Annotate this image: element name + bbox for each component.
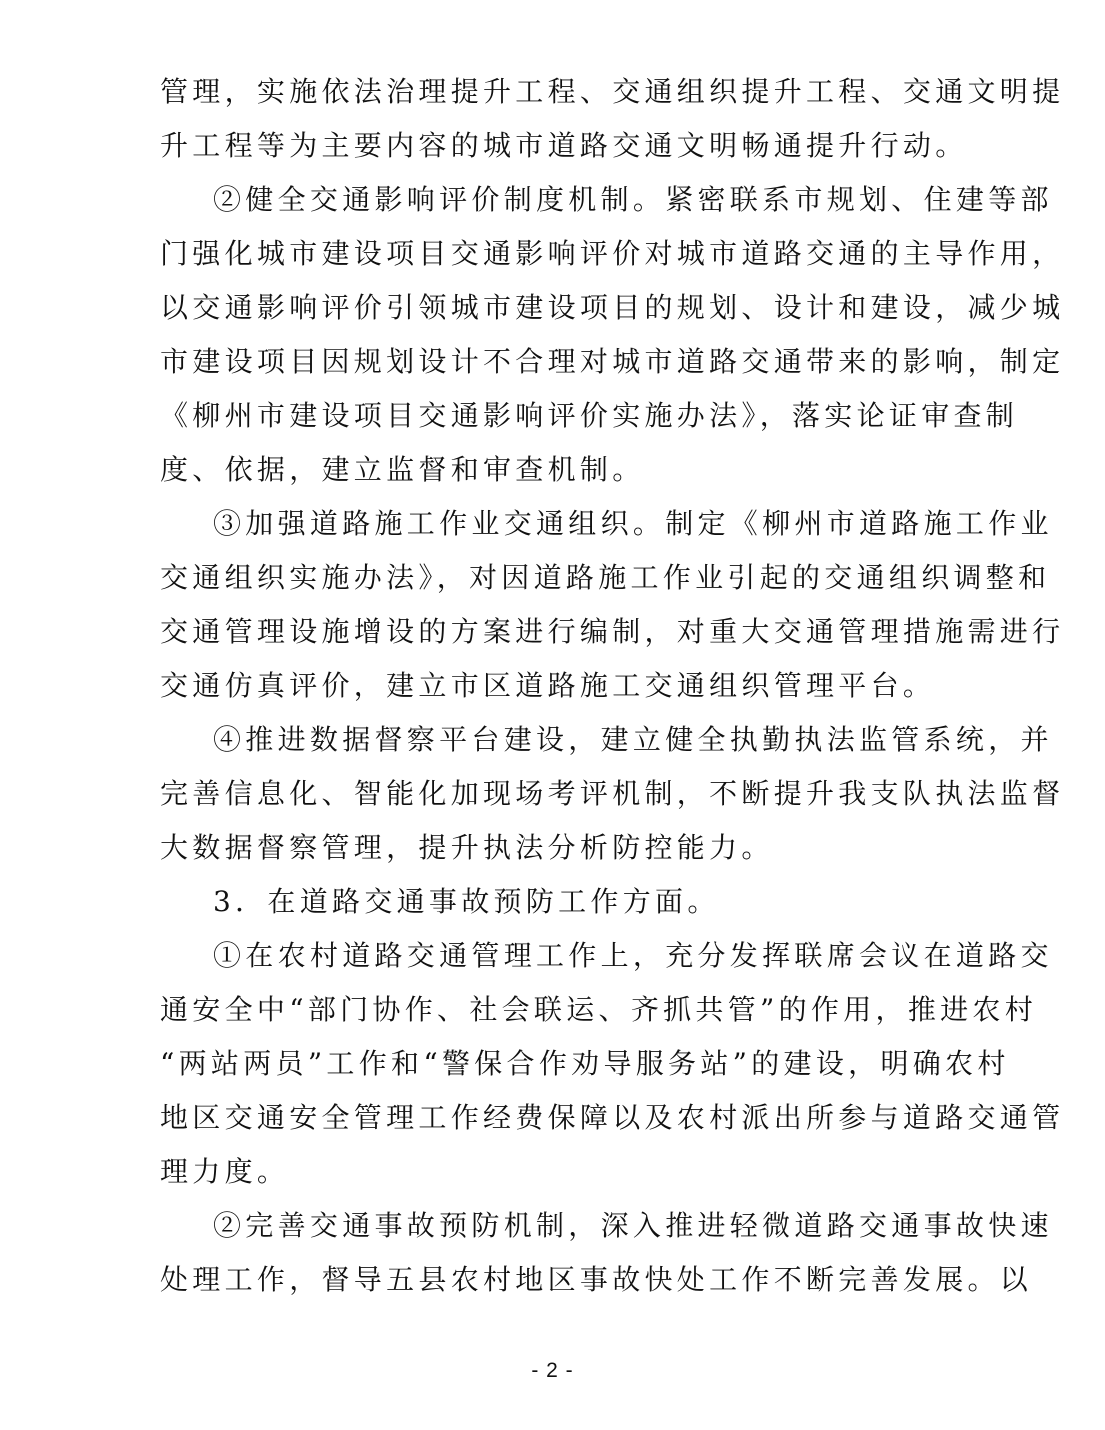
text-line: 度、依据，建立监督和审查机制。 — [160, 453, 645, 486]
text-line: 门强化城市建设项目交通影响评价对城市道路交通的主导作用， — [160, 237, 1065, 270]
paragraph-start-line: ②健全交通影响评价制度机制。紧密联系市规划、住建等部 — [213, 183, 1053, 216]
text-line: 管理，实施依法治理提升工程、交通组织提升工程、交通文明提 — [160, 75, 1065, 108]
paragraph-start-line: ②完善交通事故预防机制，深入推进轻微道路交通事故快速 — [213, 1209, 1053, 1242]
text-line: 升工程等为主要内容的城市道路交通文明畅通提升行动。 — [160, 129, 968, 162]
text-line: 地区交通安全管理工作经费保障以及农村派出所参与道路交通管 — [160, 1101, 1065, 1134]
text-line: “两站两员”工作和“警保合作劝导服务站”的建设，明确农村 — [160, 1047, 1010, 1080]
text-line: 市建设项目因规划设计不合理对城市道路交通带来的影响，制定 — [160, 345, 1065, 378]
section-heading: 3．在道路交通事故预防工作方面。 — [213, 885, 720, 918]
text-line: 处理工作，督导五县农村地区事故快处工作不断完善发展。以 — [160, 1263, 1033, 1296]
text-line: 交通组织实施办法》，对因道路施工作业引起的交通组织调整和 — [160, 561, 1051, 594]
text-line: 交通仿真评价，建立市区道路施工交通组织管理平台。 — [160, 669, 936, 702]
text-line: 交通管理设施增设的方案进行编制，对重大交通管理措施需进行 — [160, 615, 1065, 648]
text-line: 大数据督察管理，提升执法分析防控能力。 — [160, 831, 774, 864]
text-line: 理力度。 — [160, 1155, 290, 1188]
paragraph-start-line: ①在农村道路交通管理工作上，充分发挥联席会议在道路交 — [213, 939, 1053, 972]
page-number: - 2 - — [531, 1359, 574, 1382]
text-line: 以交通影响评价引领城市建设项目的规划、设计和建设，减少城 — [160, 291, 1065, 324]
text-line: 完善信息化、智能化加现场考评机制，不断提升我支队执法监督 — [160, 777, 1065, 810]
text-line: 《柳州市建设项目交通影响评价实施办法》，落实论证审查制 — [160, 399, 1019, 432]
text-line: 通安全中“部门协作、社会联运、齐抓共管”的作用，推进农村 — [160, 993, 1038, 1026]
paragraph-start-line: ④推进数据督察平台建设，建立健全执勤执法监管系统，并 — [213, 723, 1053, 756]
paragraph-start-line: ③加强道路施工作业交通组织。制定《柳州市道路施工作业 — [213, 507, 1053, 540]
